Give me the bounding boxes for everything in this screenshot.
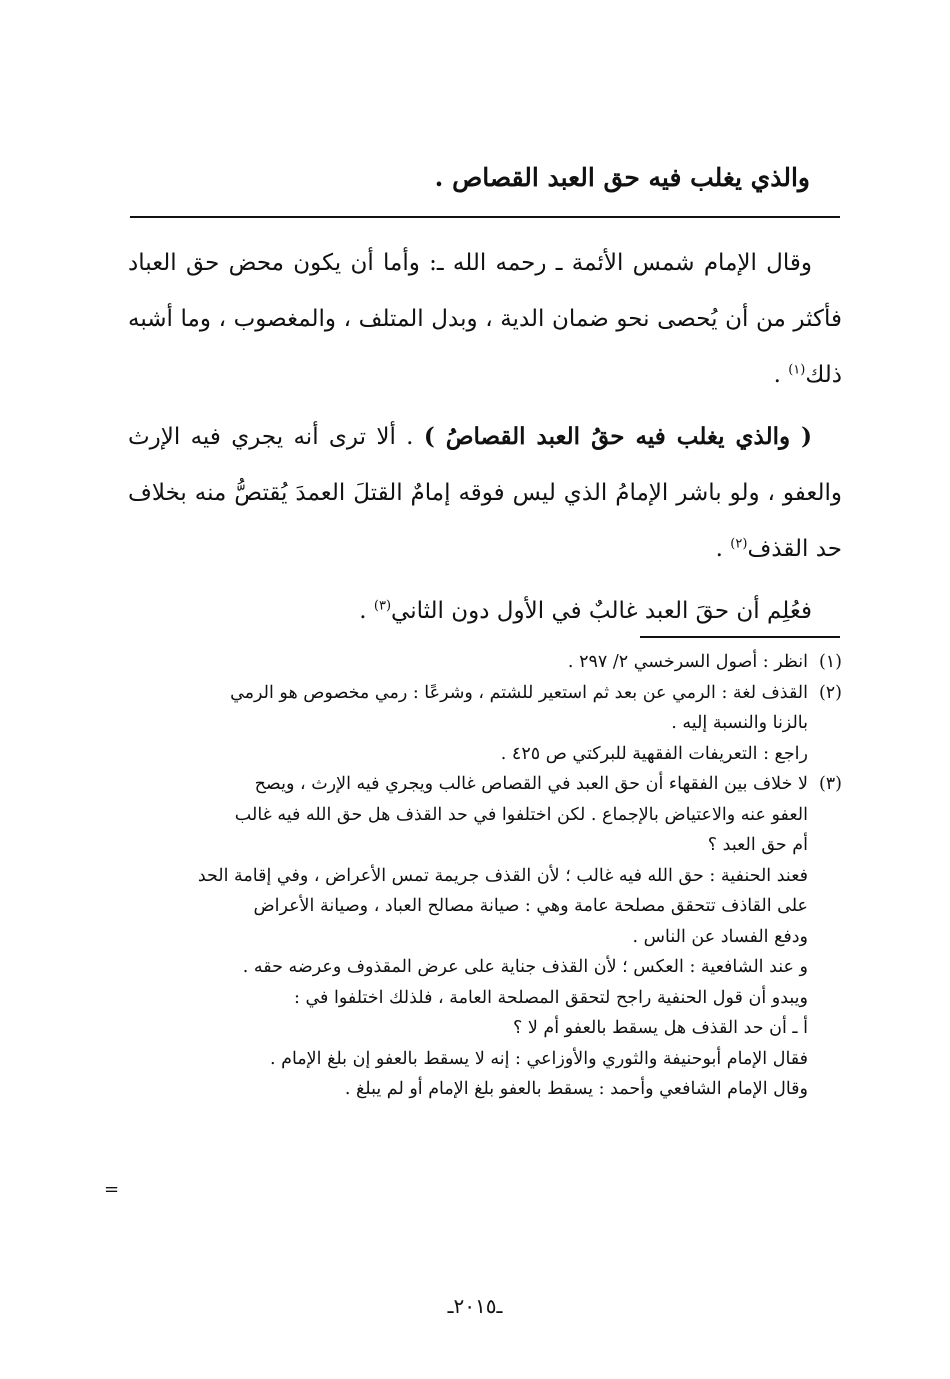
main-text [128,235,842,639]
paragraph-3 [128,583,842,639]
footnote-3-line-5: على القاذف تتحقق مصلحة عامة وهي : صيانة مصالح العباد ، وصيانة الأعراض [253,896,808,916]
paragraph-1-text: وقال الإمام شمس الأئمة ـ رحمه الله ـ: وأما أن يكون محض حق العباد فأكثر من أن يُحصى نحو ضمان الدية ، وبدل المتلف ، والمغصوب ، وما أشبه ذلك [128,250,842,388]
footnotes [122,647,842,1105]
footnote-3-body [122,769,808,861]
footnote-3-line-10: فقال الإمام أبوحنيفة والثوري والأوزاعي : إنه لا يسقط بالعفو إن بلغ الإمام . [270,1048,808,1069]
footnote-3-line-1: لا خلاف بين الفقهاء أن حق العبد في القصاص غالب ويجري فيه الإرث ، ويصح [254,774,808,794]
footnote-3-line-9: أ ـ أن حد القذف هل يسقط بالعفو أم لا ؟ [513,1018,808,1038]
footnote-3-line-8: ويبدو أن قول الحنفية راجح لتحقق المصلحة العامة ، فلذلك اختلفوا في : [293,987,808,1008]
footnote-3-line-3: أم حق العبد ؟ [707,835,808,855]
paragraph-2-text: . ألا ترى أنه يجري فيه الإرث والعفو ، ولو باشر الإمامُ الذي ليس فوقه إمامٌ القتلَ العمدَ يُقتصُّ منه بخلاف حد القذف [128,424,842,562]
footnote-1-body [122,647,808,678]
footnote-3 [122,769,842,861]
footnote-3-line-4: فعند الحنفية : حق الله فيه غالب ؛ لأن القذف جريمة تمس الأعراض ، وفي إقامة الحد [197,865,808,886]
footnote-divider [640,636,840,638]
paragraph-2-quote: ( والذي يغلب فيه حقُ العبد القصاصُ ) [423,423,812,450]
header-divider [130,216,840,218]
footnote-2-line-1: القذف لغة : الرمي عن بعد ثم استعير للشتم ، وشرعًا : رمي مخصوص هو الرمي [230,682,808,703]
paragraph-2-end: . [715,536,731,562]
footnote-3-number: (٣) [818,774,842,794]
footnote-2 [122,678,842,739]
footnote-1 [122,647,842,678]
footnote-2-number: (٢) [818,682,842,703]
paragraph-2 [128,409,842,577]
footnote-ref-2: (٢) [730,536,748,552]
footnote-1-number: (١) [818,652,842,672]
footnote-ref-1: (١) [788,362,806,378]
continuation-mark: = [104,1179,120,1200]
footnote-3-line-6: ودفع الفساد عن الناس . [632,926,808,947]
paragraph-3-text: فعُلِم أن حقَ العبد غالبٌ في الأول دون الثاني [391,598,812,624]
footnote-3-line-11: وقال الإمام الشافعي وأحمد : يسقط بالعفو بلغ الإمام أو لم يبلغ . [344,1079,808,1099]
footnote-1-line: انظر : أصول السرخسي ٢/ ٢٩٧ . [567,652,808,672]
footnote-3-line-2: العفو عنه والاعتياض بالإجماع . لكن اختلفوا في حد القذف هل حق الله فيه غالب [234,804,808,825]
paragraph-1-end: . [773,362,789,388]
page-header-line: والذي يغلب فيه حق العبد القصاص . [434,163,810,192]
paragraph-1 [128,235,842,403]
footnote-2-line-3: راجع : التعريفات الفقهية للبركتي ص ٤٢٥ . [500,743,808,764]
page-number: ـ٢٠١٥ـ [447,1294,503,1318]
footnote-ref-3: (٣) [373,598,392,614]
footnote-2-body [122,678,808,739]
footnote-2-line-2: بالزنا والنسبة إليه . [671,713,808,733]
footnote-3-line-7: و عند الشافعية : العكس ؛ لأن القذف جناية على عرض المقذوف وعرضه حقه . [242,957,808,977]
paragraph-3-end: . [359,598,374,624]
